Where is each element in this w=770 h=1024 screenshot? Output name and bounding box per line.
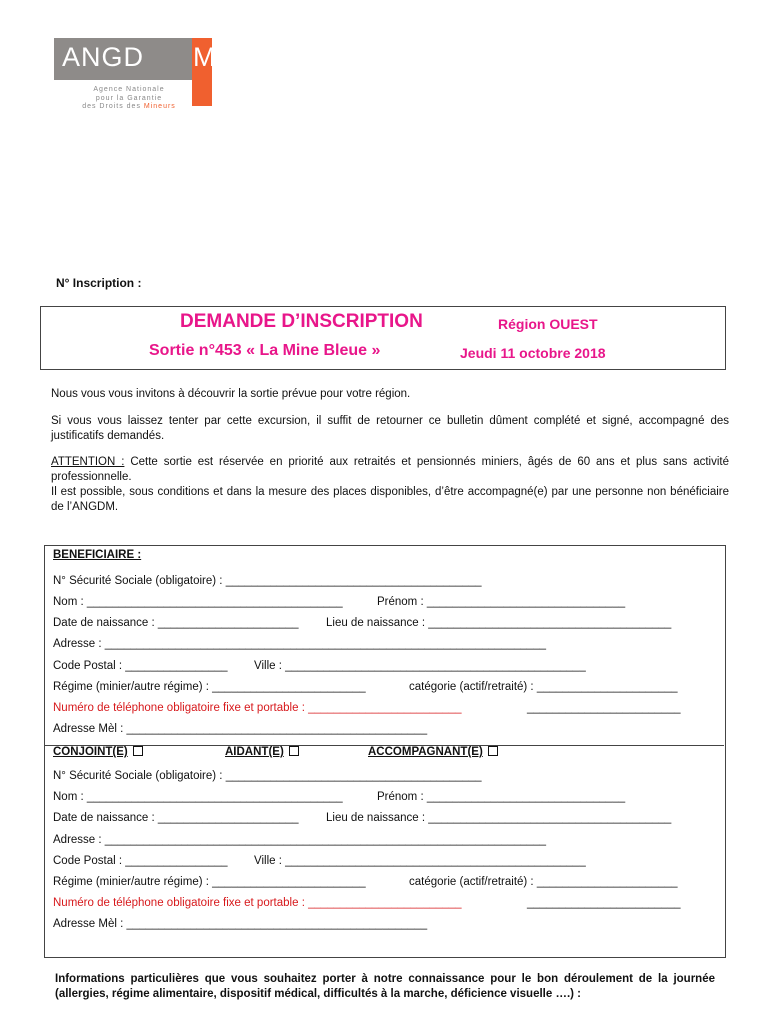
beneficiaire-city-field[interactable]: Ville : _______________________________________________ <box>254 660 586 672</box>
beneficiaire-regime-field[interactable]: Régime (minier/autre régime) : ________________________ <box>53 681 366 693</box>
sortie-title: Sortie n°453 « La Mine Bleue » <box>149 342 381 359</box>
beneficiaire-category-field[interactable]: catégorie (actif/retraité) : ______________________ <box>409 681 678 693</box>
special-information-prompt: Informations particulières que vous souhaitez porter à notre connaissance pour le bon déroulement de la journée (allergies, régime alimentaire, dispositif médical, difficultés à la marche, déficience visuelle ….) : <box>55 973 715 1000</box>
region-label: Région OUEST <box>498 316 598 332</box>
logo-brand-text: ANGD <box>62 42 145 72</box>
beneficiaire-secu-field[interactable]: N° Sécurité Sociale (obligatoire) : ________________________________________ <box>53 575 482 587</box>
logo-grey-block <box>54 38 192 80</box>
accompagnant-birthdate-field[interactable]: Date de naissance : ______________________ <box>53 812 299 824</box>
accompagnant-label: ACCOMPAGNANT(E) <box>368 746 483 758</box>
beneficiaire-email-field[interactable]: Adresse Mèl : _______________________________________________ <box>53 723 428 735</box>
attention-paragraph <box>51 455 729 515</box>
logo-subtitle-line3 <box>59 103 199 112</box>
beneficiaire-nom-field[interactable]: Nom : ________________________________________ <box>53 596 343 608</box>
beneficiaire-header: BENEFICIAIRE : <box>53 549 142 561</box>
logo-subtitle-line1: Agence Nationale <box>93 86 165 93</box>
accompagnant-regime-field[interactable]: Régime (minier/autre régime) : ________________________ <box>53 876 366 888</box>
intro-paragraph-4: Il est possible, sous conditions et dans la mesure des places disponibles, d’être accompagné(e) par une personne non bénéficiaire de l’ANGDM. <box>51 486 729 513</box>
accompagnant-email-field[interactable]: Adresse Mèl : _______________________________________________ <box>53 918 428 930</box>
accompagnant-city-field[interactable]: Ville : _______________________________________________ <box>254 855 586 867</box>
accompagnant-secu-field[interactable]: N° Sécurité Sociale (obligatoire) : ________________________________________ <box>53 770 482 782</box>
form-section-divider <box>44 745 724 746</box>
title-box <box>40 306 726 370</box>
accompagnant-option[interactable] <box>368 746 498 758</box>
beneficiaire-phone2-field[interactable]: ________________________ <box>527 702 681 714</box>
logo-brand-letter: M <box>193 42 216 72</box>
accompagnant-category-field[interactable]: catégorie (actif/retraité) : ______________________ <box>409 876 678 888</box>
accompagnant-checkbox[interactable] <box>488 746 498 756</box>
beneficiaire-address-field[interactable]: Adresse : _____________________________________________________________________ <box>53 638 547 650</box>
beneficiaire-prenom-field[interactable]: Prénom : _______________________________ <box>377 596 626 608</box>
conjoint-option[interactable] <box>53 746 143 758</box>
attention-label: ATTENTION : <box>51 456 125 468</box>
beneficiaire-phone-field[interactable]: Numéro de téléphone obligatoire fixe et portable : ________________________ <box>53 702 462 714</box>
beneficiaire-birthplace-field[interactable]: Lieu de naissance : ______________________________________ <box>326 617 672 629</box>
accompagnant-birthplace-field[interactable]: Lieu de naissance : ______________________________________ <box>326 812 672 824</box>
page-title: DEMANDE D’INSCRIPTION <box>180 311 423 332</box>
accompagnant-address-field[interactable]: Adresse : _____________________________________________________________________ <box>53 834 547 846</box>
logo-subtitle-line2: pour la Garantie <box>95 94 163 102</box>
accompagnant-prenom-field[interactable]: Prénom : _______________________________ <box>377 791 626 803</box>
conjoint-checkbox[interactable] <box>133 746 143 756</box>
accompagnant-nom-field[interactable]: Nom : ________________________________________ <box>53 791 343 803</box>
conjoint-label: CONJOINT(E) <box>53 746 128 758</box>
logo-subtitle <box>59 86 199 112</box>
registration-form <box>44 545 726 958</box>
intro-paragraph-1: Nous vous vous invitons à découvrir la sortie prévue pour votre région. <box>51 388 411 400</box>
aidant-checkbox[interactable] <box>289 746 299 756</box>
angdm-logo <box>54 38 214 118</box>
aidant-label: AIDANT(E) <box>225 746 284 758</box>
beneficiaire-postal-code-field[interactable]: Code Postal : ________________ <box>53 660 228 672</box>
beneficiaire-birthdate-field[interactable]: Date de naissance : ______________________ <box>53 617 299 629</box>
accompagnant-phone2-field[interactable]: ________________________ <box>527 897 681 909</box>
aidant-option[interactable] <box>225 746 299 758</box>
inscription-number-label: N° Inscription : <box>56 276 142 290</box>
accompagnant-postal-code-field[interactable]: Code Postal : ________________ <box>53 855 228 867</box>
intro-paragraph-2: Si vous vous laissez tenter par cette excursion, il suffit de retourner ce bulletin dûment complété et signé, accompagné des justificatifs demandés. <box>51 415 729 442</box>
logo-subtitle-prefix: des Droits des <box>82 103 144 110</box>
logo-subtitle-highlight: Mineurs <box>143 103 176 110</box>
attention-text: Cette sortie est réservée en priorité aux retraités et pensionnés miniers, âgés de 60 ans et plus sans activité professionnelle. <box>51 456 729 483</box>
accompagnant-phone-field[interactable]: Numéro de téléphone obligatoire fixe et portable : ________________________ <box>53 897 462 909</box>
sortie-date: Jeudi 11 octobre 2018 <box>460 345 606 361</box>
